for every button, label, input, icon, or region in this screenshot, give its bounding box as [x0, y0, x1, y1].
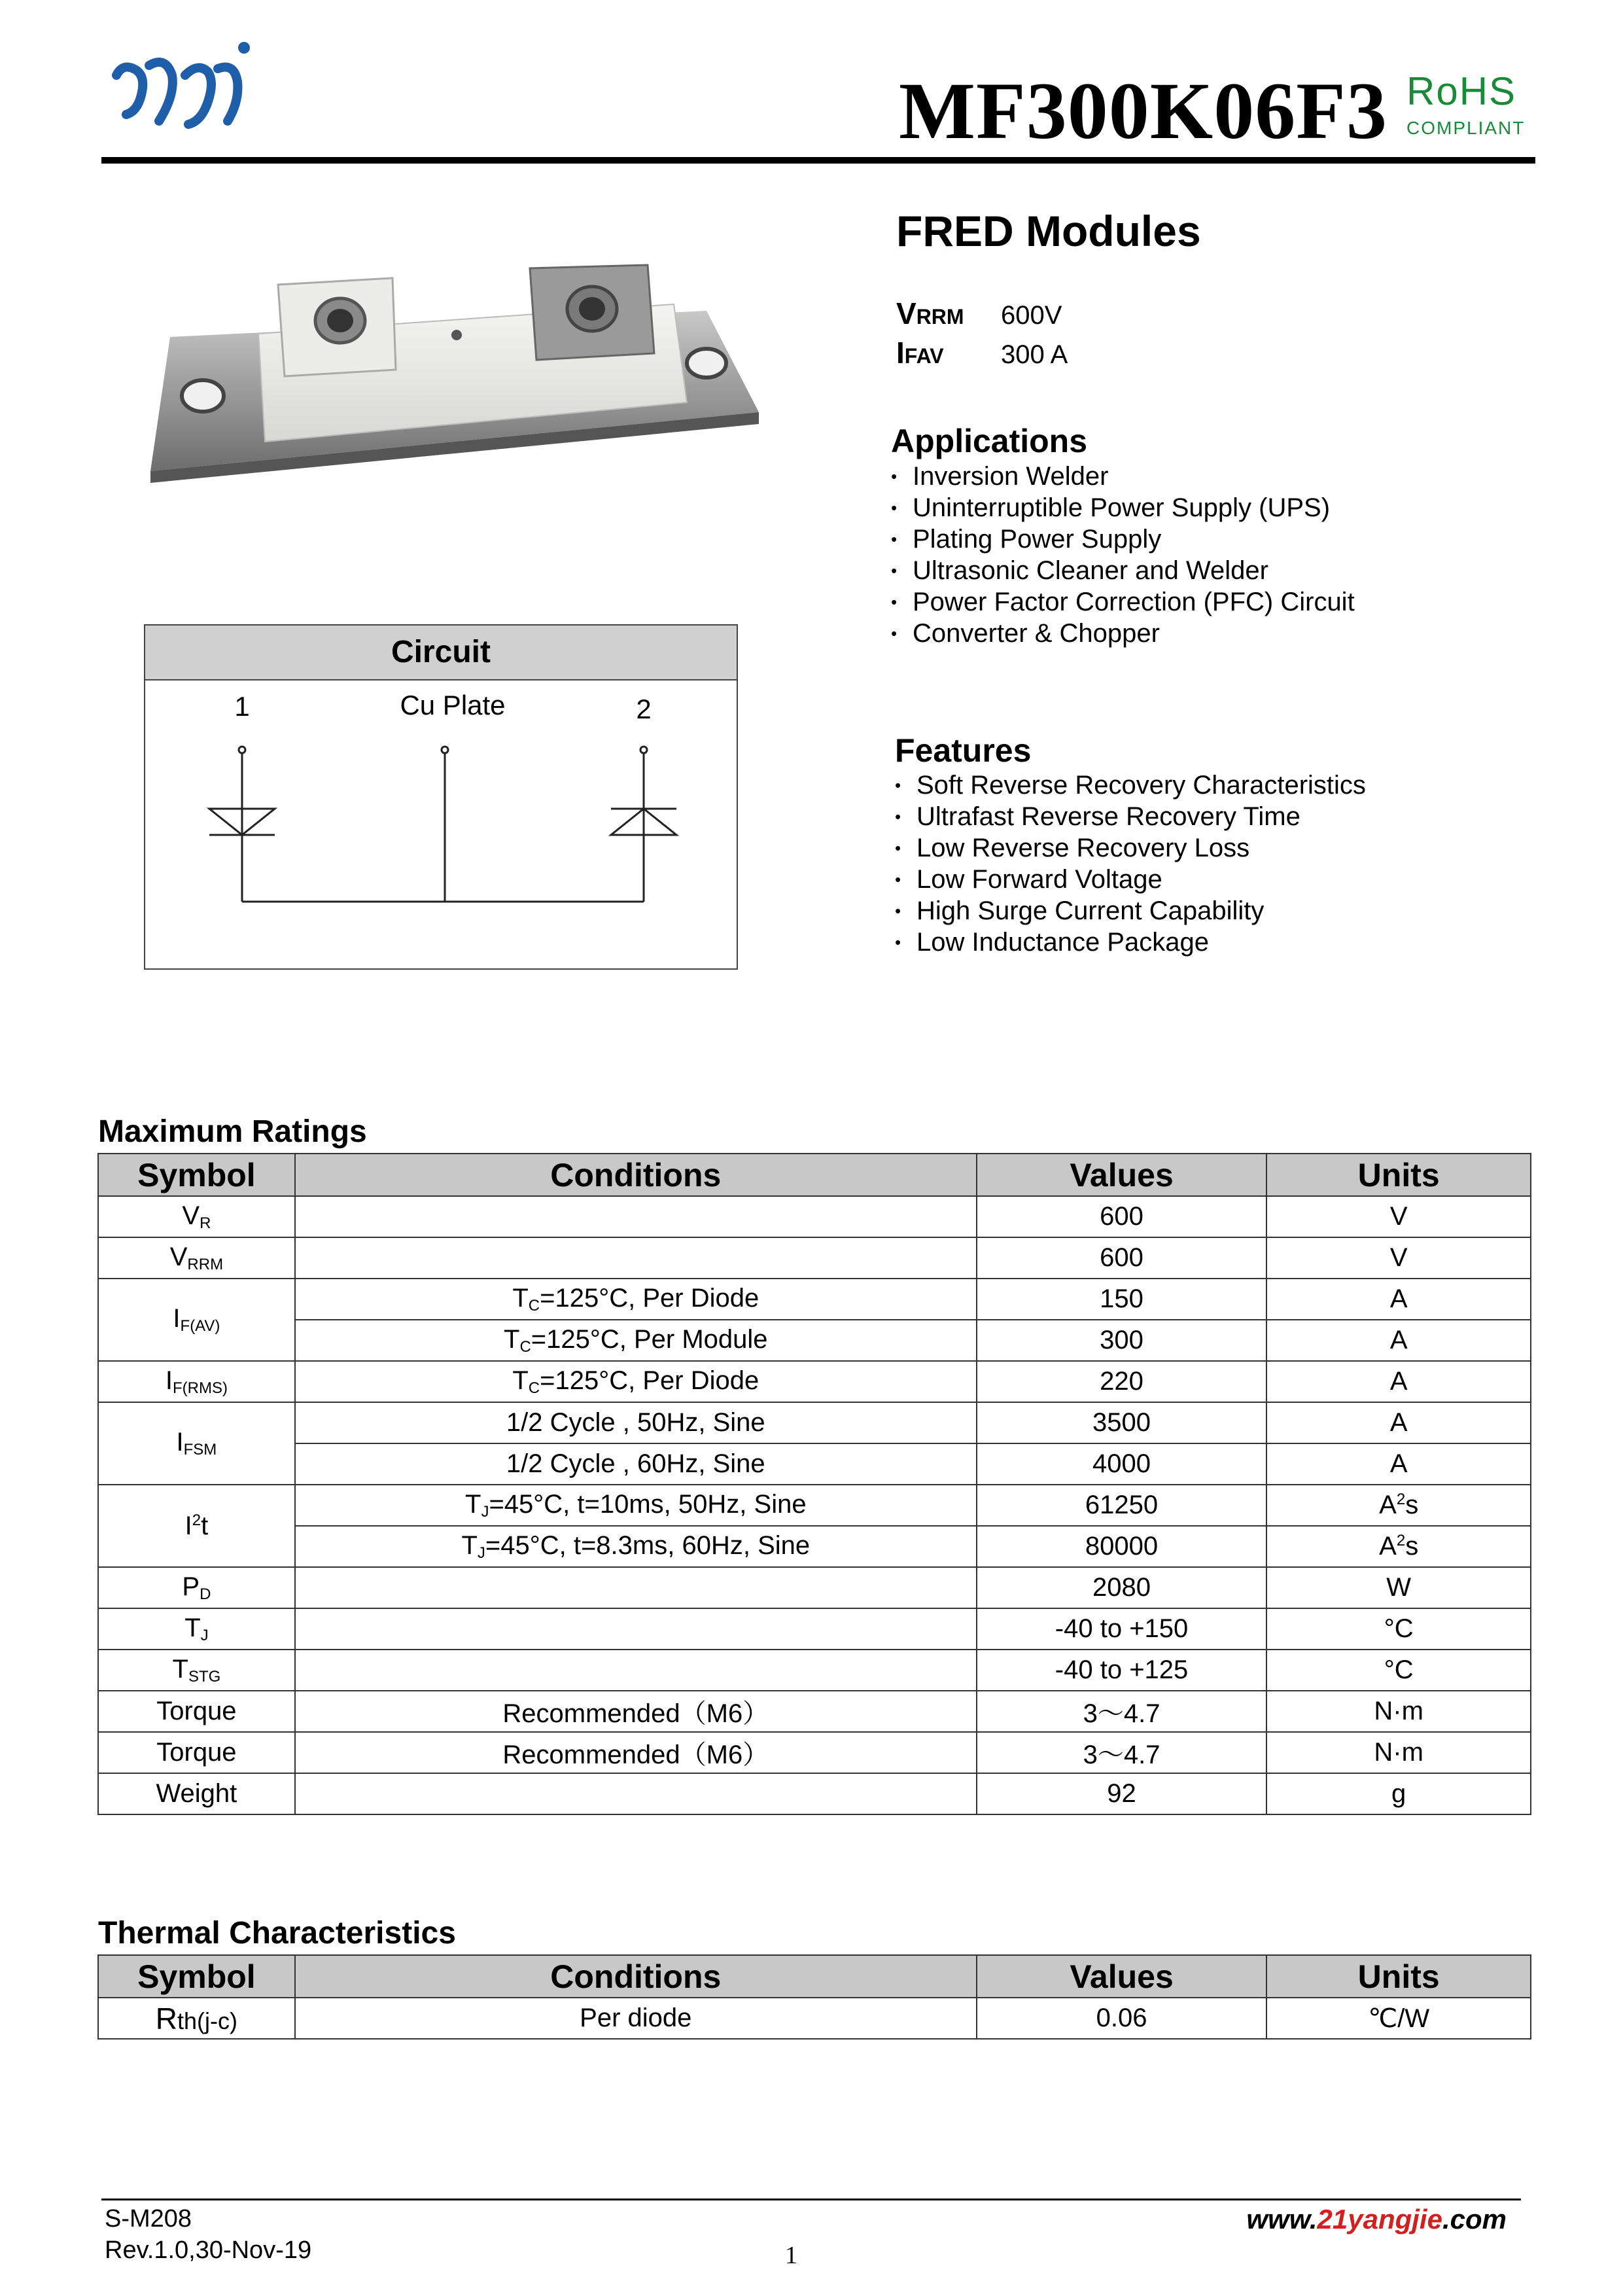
header-rule — [101, 157, 1535, 164]
conditions-cell — [295, 1650, 977, 1691]
unit-cell: ℃/W — [1266, 1998, 1531, 2039]
symbol-cell: $I_{FSM}$ — [98, 1402, 295, 1485]
cu-plate-terminal — [442, 747, 448, 753]
spec-ifav — [896, 335, 1068, 370]
value-cell: 92 — [977, 1773, 1267, 1814]
header-values: Values — [977, 1955, 1267, 1998]
conditions-cell: $T_C=125^\circ C$, Per Diode — [295, 1361, 977, 1402]
unit-cell: g — [1266, 1773, 1531, 1814]
header-units: Units — [1266, 1955, 1531, 1998]
table-header-row — [98, 1154, 1531, 1196]
spec-vrrm — [896, 296, 1062, 331]
symbol-cell: $I^2t$ — [98, 1485, 295, 1567]
company-logo — [110, 36, 267, 141]
conditions-cell: $T_J=45^\circ C$, t=10ms, 50Hz, Sine — [295, 1485, 977, 1526]
list-item: • Low Inductance Package — [895, 927, 1366, 958]
value-cell: 220 — [977, 1361, 1267, 1402]
list-item: • Low Forward Voltage — [895, 864, 1366, 895]
website-link[interactable]: www.21yangjie.com — [1246, 2204, 1507, 2234]
list-item: • Ultrafast Reverse Recovery Time — [895, 801, 1366, 832]
features-heading: Features — [895, 732, 1032, 769]
symbol-cell: $T_J$ — [98, 1608, 295, 1650]
table-row — [98, 1320, 1531, 1361]
rohs-badge — [1406, 69, 1537, 139]
value-cell: 300 — [977, 1320, 1267, 1361]
header-units: Units — [1266, 1154, 1531, 1196]
value-cell: 600 — [977, 1196, 1267, 1237]
unit-cell: A — [1266, 1402, 1531, 1443]
value-cell: 3～4.7 — [977, 1732, 1267, 1773]
table-row — [98, 1732, 1531, 1773]
unit-cell: A — [1266, 1443, 1531, 1485]
value-cell: 4000 — [977, 1443, 1267, 1485]
unit-cell: W — [1266, 1567, 1531, 1608]
unit-cell: N·m — [1266, 1732, 1531, 1773]
table-row — [98, 1526, 1531, 1567]
conditions-cell: 1/2 Cycle , 60Hz, Sine — [295, 1443, 977, 1485]
pin-2-label: 2 — [636, 694, 652, 724]
conditions-cell: $T_C=125^\circ C$, Per Module — [295, 1320, 977, 1361]
list-item: • Uninterruptible Power Supply (UPS) — [891, 492, 1355, 523]
unit-cell: A — [1266, 1320, 1531, 1361]
table-row — [98, 1443, 1531, 1485]
value-cell: -40 to +150 — [977, 1608, 1267, 1650]
value-cell: 2080 — [977, 1567, 1267, 1608]
unit-cell: V — [1266, 1196, 1531, 1237]
circuit-schematic — [145, 680, 737, 968]
list-item: • Inversion Welder — [891, 461, 1355, 492]
document-code: S-M208 — [105, 2205, 192, 2233]
spec-value: 300 A — [1001, 340, 1068, 369]
footer-rule — [101, 2199, 1521, 2200]
conditions-cell — [295, 1608, 977, 1650]
table-row — [98, 1608, 1531, 1650]
table-row — [98, 1485, 1531, 1526]
part-number: MF300K06F3 — [899, 66, 1387, 156]
rohs-label: RoHS — [1406, 69, 1517, 113]
product-title: FRED Modules — [896, 207, 1201, 255]
conditions-cell: $T_J=45^\circ C$, t=8.3ms, 60Hz, Sine — [295, 1526, 977, 1567]
symbol-cell: Weight — [98, 1773, 295, 1814]
unit-cell: °C — [1266, 1608, 1531, 1650]
list-item: • High Surge Current Capability — [895, 895, 1366, 927]
table-row — [98, 1773, 1531, 1814]
unit-cell: °C — [1266, 1650, 1531, 1691]
conditions-cell: $T_C=125^\circ C$, Per Diode — [295, 1279, 977, 1320]
header-symbol: Symbol — [98, 1955, 295, 1998]
table-row — [98, 1237, 1531, 1279]
max-ratings-title: Maximum Ratings — [98, 1114, 367, 1149]
value-cell: 61250 — [977, 1485, 1267, 1526]
product-photo — [131, 255, 772, 491]
cu-plate-label: Cu Plate — [400, 690, 506, 720]
conditions-cell — [295, 1237, 977, 1279]
symbol-cell: $V_R$ — [98, 1196, 295, 1237]
value-cell: 600 — [977, 1237, 1267, 1279]
table-row — [98, 1402, 1531, 1443]
conditions-cell: Recommended（M6） — [295, 1691, 977, 1732]
value-cell: 3～4.7 — [977, 1691, 1267, 1732]
thermal-table — [97, 1954, 1531, 2040]
pin-2-terminal — [640, 747, 647, 753]
value-cell: 0.06 — [977, 1998, 1267, 2039]
applications-list — [891, 461, 1355, 649]
table-row — [98, 1691, 1531, 1732]
symbol-cell: $I_{F(AV)}$ — [98, 1279, 295, 1361]
list-item: • Ultrasonic Cleaner and Welder — [891, 555, 1355, 586]
unit-cell: A — [1266, 1361, 1531, 1402]
table-header-row — [98, 1955, 1531, 1998]
max-ratings-table — [97, 1153, 1531, 1815]
symbol-cell: Torque — [98, 1732, 295, 1773]
list-item: • Low Reverse Recovery Loss — [895, 832, 1366, 864]
features-list — [895, 769, 1366, 958]
symbol-cell: Rth(j-c) — [98, 1998, 295, 2039]
symbol-cell: $I_{F(RMS)}$ — [98, 1361, 295, 1402]
symbol-cell: $P_D$ — [98, 1567, 295, 1608]
list-item: • Soft Reverse Recovery Characteristics — [895, 769, 1366, 801]
conditions-cell — [295, 1196, 977, 1237]
unit-cell: N·m — [1266, 1691, 1531, 1732]
symbol-cell: $T_{STG}$ — [98, 1650, 295, 1691]
list-item: • Power Factor Correction (PFC) Circuit — [891, 586, 1355, 618]
value-cell: 150 — [977, 1279, 1267, 1320]
spec-value: 600V — [1001, 301, 1062, 330]
header-conditions: Conditions — [295, 1154, 977, 1196]
header-conditions: Conditions — [295, 1955, 977, 1998]
table-row — [98, 1279, 1531, 1320]
conditions-cell: 1/2 Cycle , 50Hz, Sine — [295, 1402, 977, 1443]
symbol-cell: Torque — [98, 1691, 295, 1732]
revision-info: Rev.1.0,30-Nov-19 — [105, 2236, 312, 2264]
list-item: • Plating Power Supply — [891, 523, 1355, 555]
unit-cell: V — [1266, 1237, 1531, 1279]
pin-1-label: 1 — [234, 691, 250, 722]
value-cell: 80000 — [977, 1526, 1267, 1567]
value-cell: -40 to +125 — [977, 1650, 1267, 1691]
conditions-cell — [295, 1567, 977, 1608]
thermal-title: Thermal Characteristics — [98, 1916, 456, 1951]
unit-cell: $A^2s$ — [1266, 1526, 1531, 1567]
conditions-cell — [295, 1773, 977, 1814]
applications-heading: Applications — [891, 423, 1088, 459]
circuit-diagram — [144, 624, 738, 970]
spec-symbol: VRRM — [896, 296, 964, 330]
unit-cell: A — [1266, 1279, 1531, 1320]
table-row — [98, 1361, 1531, 1402]
conditions-cell: Per diode — [295, 1998, 977, 2039]
unit-cell: $A^2s$ — [1266, 1485, 1531, 1526]
table-row — [98, 1650, 1531, 1691]
value-cell: 3500 — [977, 1402, 1267, 1443]
table-row — [98, 1567, 1531, 1608]
table-row — [98, 1998, 1531, 2039]
circuit-heading: Circuit — [145, 626, 737, 680]
page-number: 1 — [785, 2242, 797, 2269]
header-symbol: Symbol — [98, 1154, 295, 1196]
spec-symbol: IFAV — [896, 336, 944, 370]
pin-1-terminal — [239, 747, 245, 753]
symbol-cell: $V_{RRM}$ — [98, 1237, 295, 1279]
list-item: • Converter & Chopper — [891, 618, 1355, 649]
rohs-compliant-label: COMPLIANT — [1406, 118, 1526, 138]
table-row — [98, 1196, 1531, 1237]
header-values: Values — [977, 1154, 1267, 1196]
conditions-cell: Recommended（M6） — [295, 1732, 977, 1773]
